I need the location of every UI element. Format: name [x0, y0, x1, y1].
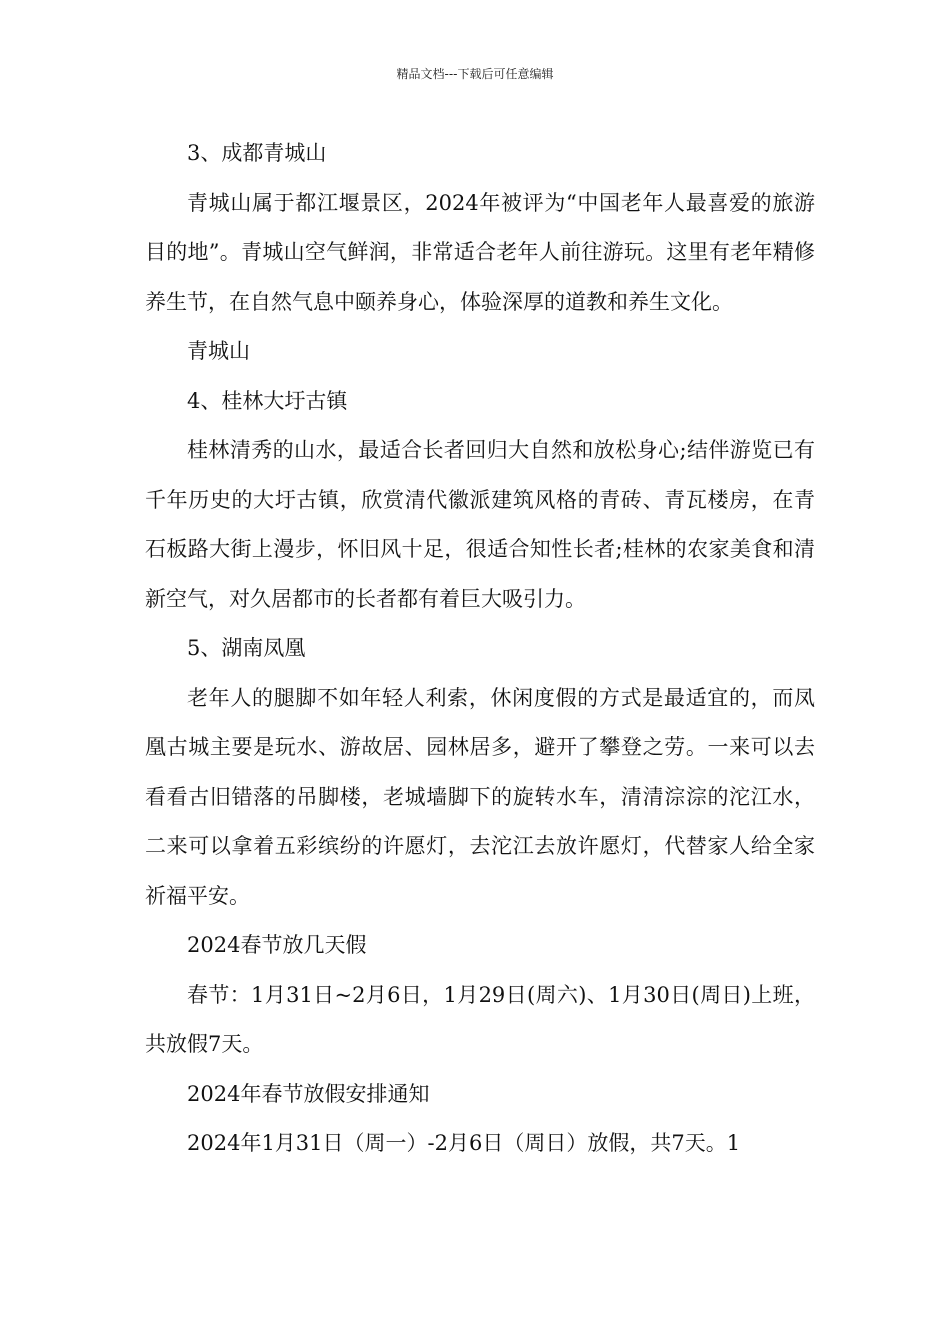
- section-heading-guilin: 4、桂林大圩古镇: [187, 388, 348, 413]
- section-heading-holiday-notice: 2024年春节放假安排通知: [187, 1081, 430, 1106]
- section-heading-fenghuang: 5、湖南凤凰: [187, 636, 306, 660]
- paragraph-holiday-notice: 2024年1月31日（周一）-2月6日（周日）放假，共7天。1: [187, 1131, 741, 1155]
- paragraph-spring-festival: 春节：1月31日~2月6日，1月29日(周六)、1月30日(周日)上班，共放假7天。: [145, 982, 815, 1056]
- paragraph-qingchengshan: 青城山属于都江堰景区，2024年被评为“中国老年人最喜爱的旅游目的地”。青城山空气鲜润，非常适合老年人前往游玩。这里有老年精修养生节，在自然气息中颐养身心，体验深厚的道教和养生文化。: [145, 190, 815, 314]
- section-heading-qingchengshan: 3、成都青城山: [187, 141, 327, 165]
- paragraph-fenghuang: 老年人的腿脚不如年轻人利索，休闲度假的方式是最适宜的，而凤凰古城主要是玩水、游故居、园林居多，避开了攀登之劳。一来可以去看看古旧错落的吊脚楼，老城墙脚下的旋转水车，清清淙淙的沱江水，二来可以拿着五彩缤纷的许愿灯，去沱江去放许愿灯，代替家人给全家祈福平安。: [145, 685, 815, 908]
- section-heading-spring-festival: 2024春节放几天假: [187, 933, 367, 957]
- document-body: [145, 129, 815, 1169]
- page-header: 精品文档---下载后可任意编辑: [396, 67, 554, 81]
- image-caption-qingchengshan: 青城山: [187, 339, 250, 363]
- paragraph-guilin: 桂林清秀的山水，最适合长者回归大自然和放松身心;结伴游览已有千年历史的大圩古镇，欣赏清代徽派建筑风格的青砖、青瓦楼房，在青石板路大街上漫步，怀旧风十足，很适合知性长者;桂林的农家美食和清新空气，对久居都市的长者都有着巨大吸引力。: [145, 438, 815, 611]
